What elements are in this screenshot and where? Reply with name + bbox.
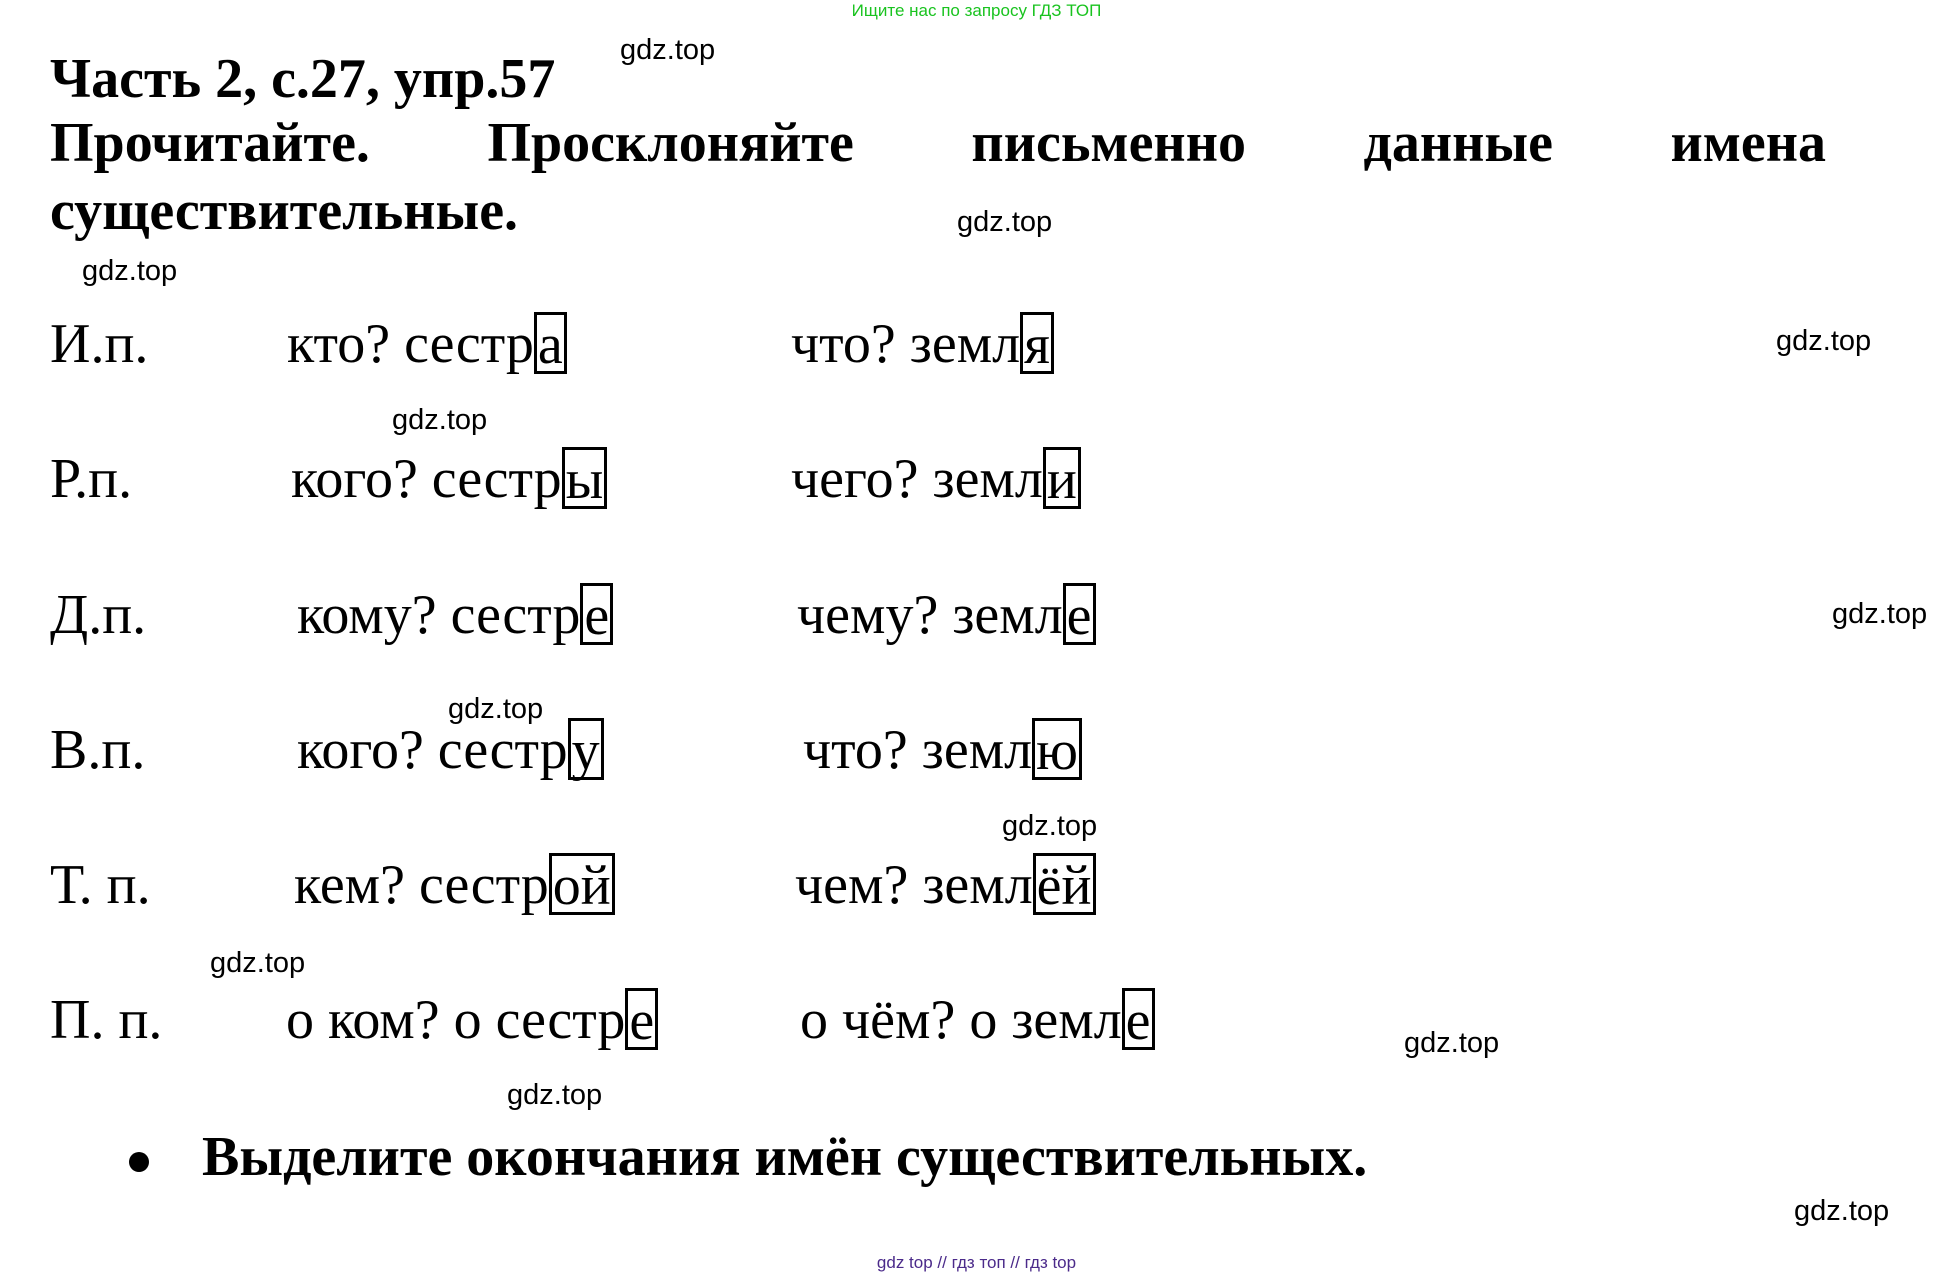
ending-box: е — [580, 583, 613, 645]
ending-box: а — [534, 312, 567, 374]
watermark: gdz.top — [620, 34, 716, 66]
word-zemlya-prepositional: о чём? о земле — [800, 988, 1155, 1052]
watermark: gdz.top — [957, 206, 1053, 238]
watermark: gdz.top — [1002, 810, 1098, 842]
watermark: gdz.top — [82, 255, 178, 287]
word-zemlya-genitive: чего? земли — [791, 447, 1081, 511]
word-zemlya-instrumental: чем? землёй — [795, 853, 1096, 917]
word-sestra-dative: кому? сестре — [297, 583, 613, 647]
word-sestra-instrumental: кем? сестрой — [294, 853, 615, 917]
word-sestra-prepositional: о ком? о сестре — [286, 988, 658, 1052]
ending-box: ю — [1032, 718, 1082, 780]
footer-links: gdz top // гдз топ // гдз top — [876, 1253, 1077, 1272]
watermark: gdz.top — [507, 1079, 603, 1111]
case-label-dative: Д.п. — [50, 584, 147, 646]
ending-box: и — [1043, 447, 1081, 509]
task-text: Выделите окончания имён существительных. — [202, 1126, 1368, 1188]
watermark: gdz.top — [1776, 325, 1872, 357]
case-label-accusative: В.п. — [50, 719, 146, 781]
top-banner: Ищите нас по запросу ГДЗ ТОП — [851, 1, 1102, 20]
word-sestra-accusative: кого? сестру — [297, 718, 604, 782]
watermark: gdz.top — [392, 404, 488, 436]
watermark: gdz.top — [448, 693, 544, 725]
ending-box: ы — [562, 447, 608, 509]
case-label-instrumental: Т. п. — [50, 854, 151, 916]
ending-box: ой — [549, 853, 615, 915]
word-sestra-genitive: кого? сестры — [291, 447, 607, 511]
watermark: gdz.top — [1832, 598, 1928, 630]
ending-box: е — [1122, 988, 1155, 1050]
word-zemlya-nominative: что? земля — [791, 312, 1054, 376]
case-label-genitive: Р.п. — [50, 448, 133, 510]
word-zemlya-accusative: что? землю — [803, 718, 1082, 782]
case-label-prepositional: П. п. — [50, 989, 163, 1051]
instruction-text: Прочитайте. Просклоняйте письменно данные имена существительные. — [50, 112, 1826, 242]
case-label-nominative: И.п. — [50, 313, 149, 375]
ending-box: ёй — [1033, 853, 1096, 915]
bullet-icon — [129, 1152, 149, 1172]
ending-box: е — [1063, 583, 1096, 645]
watermark: gdz.top — [1404, 1027, 1500, 1059]
page-title: Часть 2, с.27, упр.57 — [50, 48, 556, 110]
ending-box: у — [568, 718, 604, 780]
ending-box: я — [1020, 312, 1054, 374]
watermark: gdz.top — [210, 947, 306, 979]
word-zemlya-dative: чему? земле — [797, 583, 1096, 647]
ending-box: е — [625, 988, 658, 1050]
word-sestra-nominative: кто? сестра — [287, 312, 567, 376]
watermark: gdz.top — [1794, 1195, 1890, 1227]
